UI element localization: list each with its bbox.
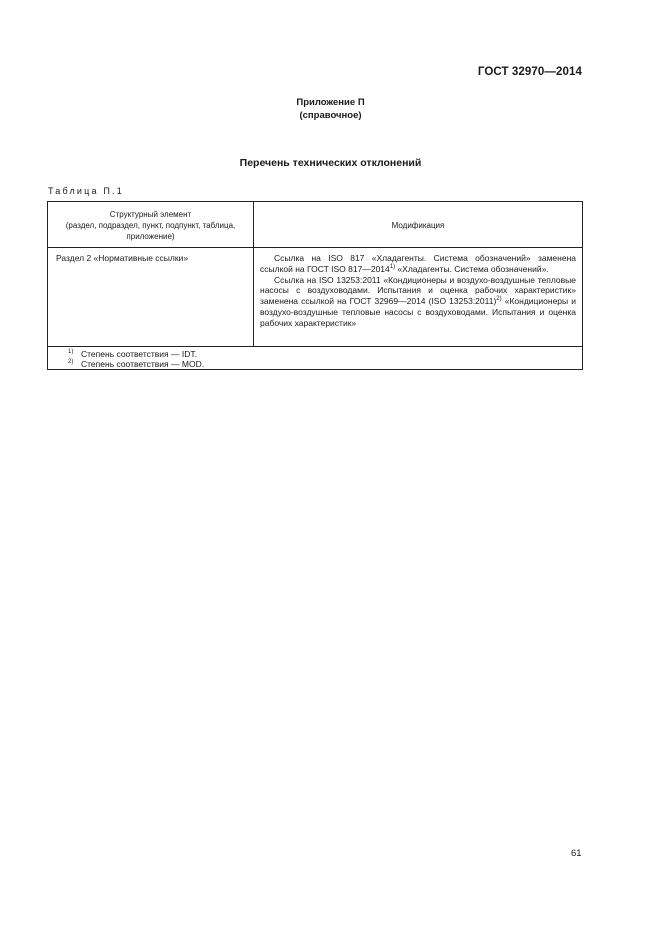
table-caption: Таблица П.1 — [48, 186, 124, 196]
appendix-title: Приложение П — [296, 97, 365, 108]
table-cell-modification — [260, 253, 576, 329]
modification-text: Ссылка на ISO 13253:2011 «Кондиционеры и воздухо-воздушные тепловые насосы с воздуховодами. Испытания и оценка рабочих характеристик» заменена ссылкой на ГОСТ 32969—2014 (ISO 13253:2011) — [260, 274, 576, 307]
footnote-divider — [48, 346, 582, 347]
footnote: $^{2)}$ Степень соответствия — MOD. — [68, 359, 205, 369]
column-header-element — [48, 209, 253, 242]
deviations-table — [47, 201, 583, 370]
column-header-line: (раздел, подраздел, пункт, подпункт, таблица, — [65, 221, 236, 230]
column-header-line: Структурный элемент — [109, 210, 192, 219]
column-header-modification: Модификация — [391, 221, 445, 230]
footnote: $^{1)}$ Степень соответствия — IDT. — [68, 349, 197, 359]
section-title: Перечень технических отклонений — [239, 157, 422, 169]
table-cell-element: Раздел 2 «Нормативные ссылки» — [56, 253, 189, 263]
modification-text: «Кондиционеры и воздухо-воздушные тепловые насосы с воздуховодами. Испытания и оценка рабочих характеристик» — [260, 296, 576, 328]
appendix-heading — [0, 96, 661, 122]
modification-paragraph — [260, 253, 576, 275]
footnote-ref: 2) — [496, 296, 502, 303]
page-number: 61 — [571, 848, 582, 859]
column-header-line: приложение) — [126, 232, 175, 241]
modification-text: Ссылка на ISO 817 «Хладагенты. Система обозначений» заменена ссылкой на ГОСТ ISO 817—2014 — [260, 253, 576, 274]
modification-text: «Хладагенты. Система обозначений». — [395, 263, 549, 274]
appendix-status: (справочное) — [299, 110, 362, 121]
footnote-ref: 1) — [389, 263, 396, 270]
modification-paragraph — [260, 275, 576, 329]
header-divider — [48, 247, 582, 248]
footnote-text: Степень соответствия — MOD. — [81, 359, 205, 369]
footnote-text: Степень соответствия — IDT. — [81, 349, 197, 359]
standard-code: ГОСТ 32970—2014 — [477, 66, 582, 78]
